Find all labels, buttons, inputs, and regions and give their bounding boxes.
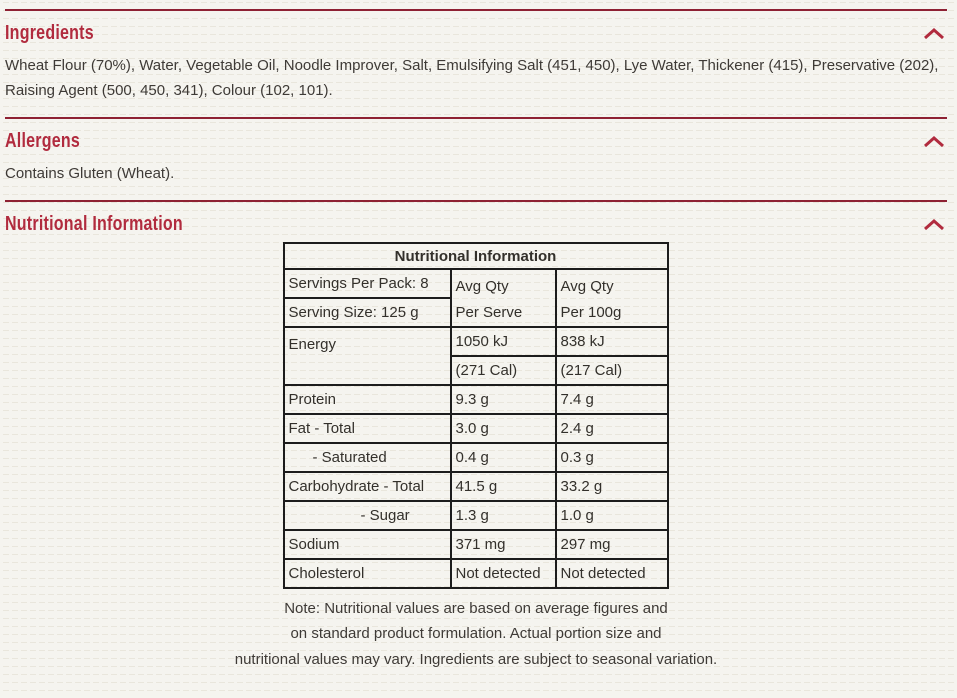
value-per-100g: 2.4 g bbox=[556, 414, 667, 443]
row-label: Energy bbox=[284, 327, 451, 385]
collapse-allergens-button[interactable] bbox=[921, 133, 947, 150]
nutrition-section-header[interactable] bbox=[5, 212, 947, 236]
chevron-up-icon bbox=[923, 135, 945, 148]
value-per-100g: 33.2 g bbox=[556, 472, 667, 501]
nutrition-note bbox=[216, 596, 736, 672]
table-row bbox=[284, 269, 667, 298]
value-per-serve: 41.5 g bbox=[451, 472, 556, 501]
table-row bbox=[284, 559, 667, 588]
ingredients-title: Ingredients bbox=[5, 22, 94, 44]
table-row bbox=[284, 501, 667, 530]
value-per-100g: (217 Cal) bbox=[556, 356, 667, 385]
allergens-section-header[interactable] bbox=[5, 129, 947, 153]
row-label: Cholesterol bbox=[284, 559, 451, 588]
value-per-serve: (271 Cal) bbox=[451, 356, 556, 385]
ingredients-text: Wheat Flour (70%), Water, Vegetable Oil, Noodle Improver, Salt, Emulsifying Salt (451, 450), Lye Water, Thickener (415), Preservative (202), Raising Agent (500, 450, 341), Colour (102, 101). bbox=[5, 57, 939, 99]
allergens-text: Contains Gluten (Wheat). bbox=[5, 165, 175, 182]
section-divider bbox=[5, 200, 947, 202]
table-row bbox=[284, 414, 667, 443]
chevron-up-icon bbox=[923, 218, 945, 231]
table-caption-row bbox=[284, 243, 667, 269]
value-per-100g: 838 kJ bbox=[556, 327, 667, 356]
table-row bbox=[284, 530, 667, 559]
value-per-serve: 3.0 g bbox=[451, 414, 556, 443]
table-row bbox=[284, 472, 667, 501]
value-per-serve: 1050 kJ bbox=[451, 327, 556, 356]
row-label: Fat - Total bbox=[284, 414, 451, 443]
value-per-serve: 0.4 g bbox=[451, 443, 556, 472]
nutrition-title: Nutritional Information bbox=[5, 213, 183, 235]
col-header-per-serve: Avg Qty Per Serve bbox=[451, 269, 556, 327]
value-per-100g: 0.3 g bbox=[556, 443, 667, 472]
row-label: Protein bbox=[284, 385, 451, 414]
table-row bbox=[284, 443, 667, 472]
value-per-serve: 371 mg bbox=[451, 530, 556, 559]
table-caption: Nutritional Information bbox=[284, 243, 667, 269]
allergens-section bbox=[5, 129, 947, 186]
value-per-100g: 1.0 g bbox=[556, 501, 667, 530]
col-header-per-100g: Avg Qty Per 100g bbox=[556, 269, 667, 327]
row-label: - Sugar bbox=[284, 501, 451, 530]
table-row bbox=[284, 385, 667, 414]
section-divider bbox=[5, 9, 947, 11]
value-per-100g: 297 mg bbox=[556, 530, 667, 559]
nutrition-table bbox=[283, 242, 668, 589]
ingredients-section bbox=[5, 21, 947, 103]
note-line: on standard product formulation. Actual portion size and bbox=[290, 625, 662, 643]
row-label: Sodium bbox=[284, 530, 451, 559]
section-divider bbox=[5, 117, 947, 119]
servings-per-pack: Servings Per Pack: 8 bbox=[284, 269, 451, 298]
table-row bbox=[284, 327, 667, 356]
note-line: Note: Nutritional values are based on average figures and bbox=[284, 600, 668, 617]
value-per-100g: Not detected bbox=[556, 559, 667, 588]
value-per-serve: Not detected bbox=[451, 559, 556, 588]
nutrition-section bbox=[5, 212, 947, 672]
collapse-nutrition-button[interactable] bbox=[921, 216, 947, 233]
allergens-title: Allergens bbox=[5, 130, 81, 152]
note-line: nutritional values may vary. Ingredients are subject to seasonal variation. bbox=[234, 650, 718, 668]
value-per-100g: 7.4 g bbox=[556, 385, 667, 414]
chevron-up-icon bbox=[923, 27, 945, 40]
collapse-ingredients-button[interactable] bbox=[921, 25, 947, 42]
value-per-serve: 1.3 g bbox=[451, 501, 556, 530]
row-label: - Saturated bbox=[284, 443, 451, 472]
serving-size: Serving Size: 125 g bbox=[284, 298, 451, 327]
ingredients-section-header[interactable] bbox=[5, 21, 947, 45]
row-label: Carbohydrate - Total bbox=[284, 472, 451, 501]
value-per-serve: 9.3 g bbox=[451, 385, 556, 414]
